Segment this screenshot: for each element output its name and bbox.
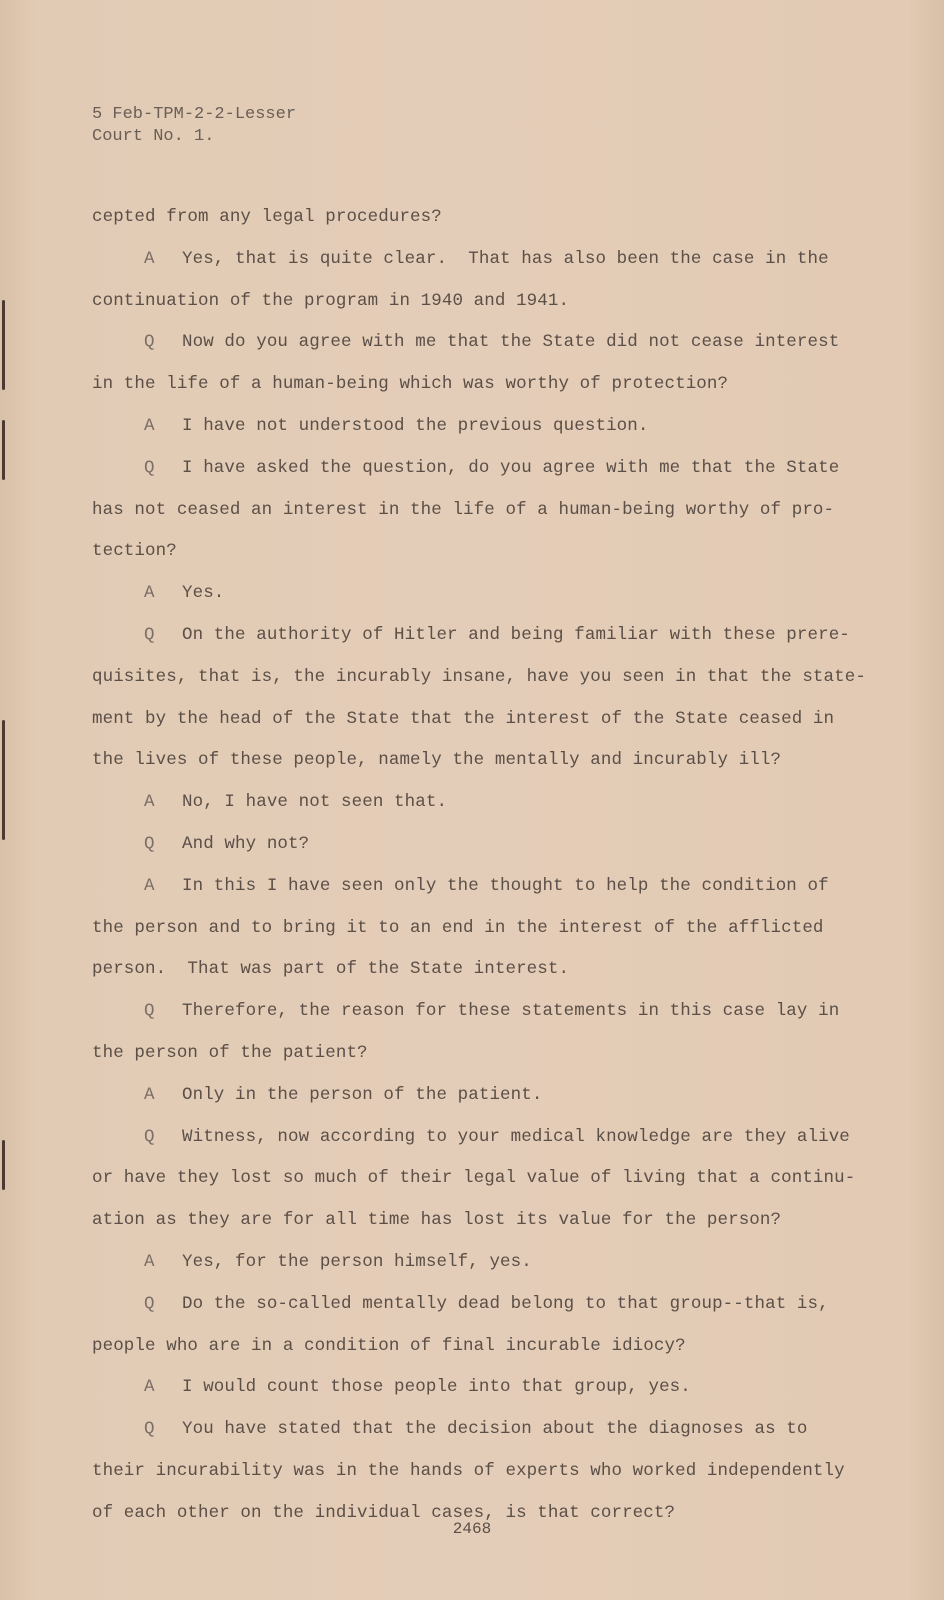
transcript-line (92, 1250, 842, 1292)
speaker-label: Q (144, 1126, 155, 1147)
speaker-label: A (144, 1251, 155, 1272)
line-text: Yes. (182, 583, 225, 604)
transcript-line (92, 456, 842, 498)
line-text: Now do you agree with me that the State did not cease interest (182, 332, 840, 353)
line-text: I would count those people into that group, yes. (182, 1377, 691, 1398)
line-text: On the authority of Hitler and being familiar with these prere- (182, 624, 850, 645)
speaker-label: A (144, 875, 155, 896)
header-reference: 5 Feb-TPM-2-2-Lesser (92, 105, 297, 124)
line-text: ation as they are for all time has lost its value for the person? (92, 1210, 782, 1231)
line-text: No, I have not seen that. (182, 792, 448, 813)
page-edge-mark (2, 420, 5, 480)
transcript-line (92, 874, 842, 916)
transcript-line (92, 916, 842, 958)
speaker-label: Q (144, 1419, 155, 1440)
line-text: the person and to bring it to an end in the interest of the afflicted (92, 917, 824, 938)
transcript-line (92, 539, 842, 581)
speaker-label: Q (144, 624, 155, 645)
transcript-line (92, 1375, 842, 1417)
transcript-line (92, 707, 842, 749)
speaker-label: A (144, 1377, 155, 1398)
line-text: or have they lost so much of their legal value of living that a continu- (92, 1168, 856, 1189)
transcript-line (92, 1334, 842, 1376)
line-text: Only in the person of the patient. (182, 1084, 543, 1105)
line-text: of each other on the individual cases, is that correct? (92, 1502, 676, 1523)
speaker-label: A (144, 1084, 155, 1105)
line-text: Yes, for the person himself, yes. (182, 1251, 532, 1272)
transcript-line (92, 1208, 842, 1250)
transcript-line (92, 1292, 842, 1334)
line-text: in the life of a human-being which was worthy of protection? (92, 374, 729, 395)
line-text: the person of the patient? (92, 1042, 368, 1063)
line-text: I have asked the question, do you agree with me that the State (182, 457, 840, 478)
transcript-line (92, 247, 842, 289)
transcript-line (92, 748, 842, 790)
line-text: people who are in a condition of final incurable idiocy? (92, 1335, 686, 1356)
line-text: Therefore, the reason for these statements in this case lay in (182, 1001, 840, 1022)
line-text: Yes, that is quite clear. That has also been the case in the (182, 248, 829, 269)
line-text: Do the so-called mentally dead belong to that group--that is, (182, 1293, 829, 1314)
transcript-line (92, 1417, 842, 1459)
transcript-line (92, 1083, 842, 1125)
page-edge-mark (2, 1140, 5, 1190)
line-text: ment by the head of the State that the interest of the State ceased in (92, 708, 835, 729)
line-text: tection? (92, 541, 177, 562)
transcript-line (92, 372, 842, 414)
transcript-line (92, 1166, 856, 1208)
line-text: And why not? (182, 833, 310, 854)
line-text: their incurability was in the hands of experts who worked independently (92, 1460, 845, 1481)
line-text: You have stated that the decision about the diagnoses as to (182, 1419, 808, 1440)
line-text: Witness, now according to your medical knowledge are they alive (182, 1126, 850, 1147)
speaker-label: Q (144, 1293, 155, 1314)
transcript-line (92, 205, 842, 247)
transcript-line (92, 1459, 845, 1501)
speaker-label: A (144, 415, 155, 436)
page-edge-mark (2, 720, 5, 840)
speaker-label: Q (144, 1001, 155, 1022)
speaker-label: Q (144, 332, 155, 353)
transcript-line (92, 289, 842, 331)
transcript-line (92, 999, 842, 1041)
speaker-label: Q (144, 457, 155, 478)
speaker-label: A (144, 792, 155, 813)
line-text: person. That was part of the State interest. (92, 959, 570, 980)
transcript-body (92, 205, 866, 1543)
line-text: In this I have seen only the thought to help the condition of (182, 875, 829, 896)
transcript-line (92, 957, 842, 999)
transcript-line (92, 330, 842, 372)
speaker-label: A (144, 583, 155, 604)
page-number: 2468 (452, 1520, 492, 1538)
header-court: Court No. 1. (92, 127, 215, 146)
line-text: cepted from any legal procedures? (92, 207, 442, 227)
transcript-line (92, 414, 842, 456)
transcript-line (92, 665, 866, 707)
transcript-line (92, 623, 850, 665)
transcript-line (92, 832, 842, 874)
speaker-label: A (144, 248, 155, 269)
speaker-label: Q (144, 833, 155, 854)
line-text: I have not understood the previous question. (182, 415, 649, 436)
transcript-line (92, 1041, 842, 1083)
line-text: quisites, that is, the incurably insane, have you seen in that the state- (92, 666, 866, 687)
transcript-line (92, 1125, 850, 1167)
page-edge-mark (2, 300, 5, 390)
line-text: has not ceased an interest in the life of a human-being worthy of pro- (92, 499, 835, 520)
transcript-line (92, 581, 842, 623)
transcript-line (92, 498, 842, 540)
line-text: continuation of the program in 1940 and 1941. (92, 290, 570, 311)
transcript-line (92, 790, 842, 832)
document-header (92, 104, 296, 148)
line-text: the lives of these people, namely the mentally and incurably ill? (92, 750, 782, 771)
